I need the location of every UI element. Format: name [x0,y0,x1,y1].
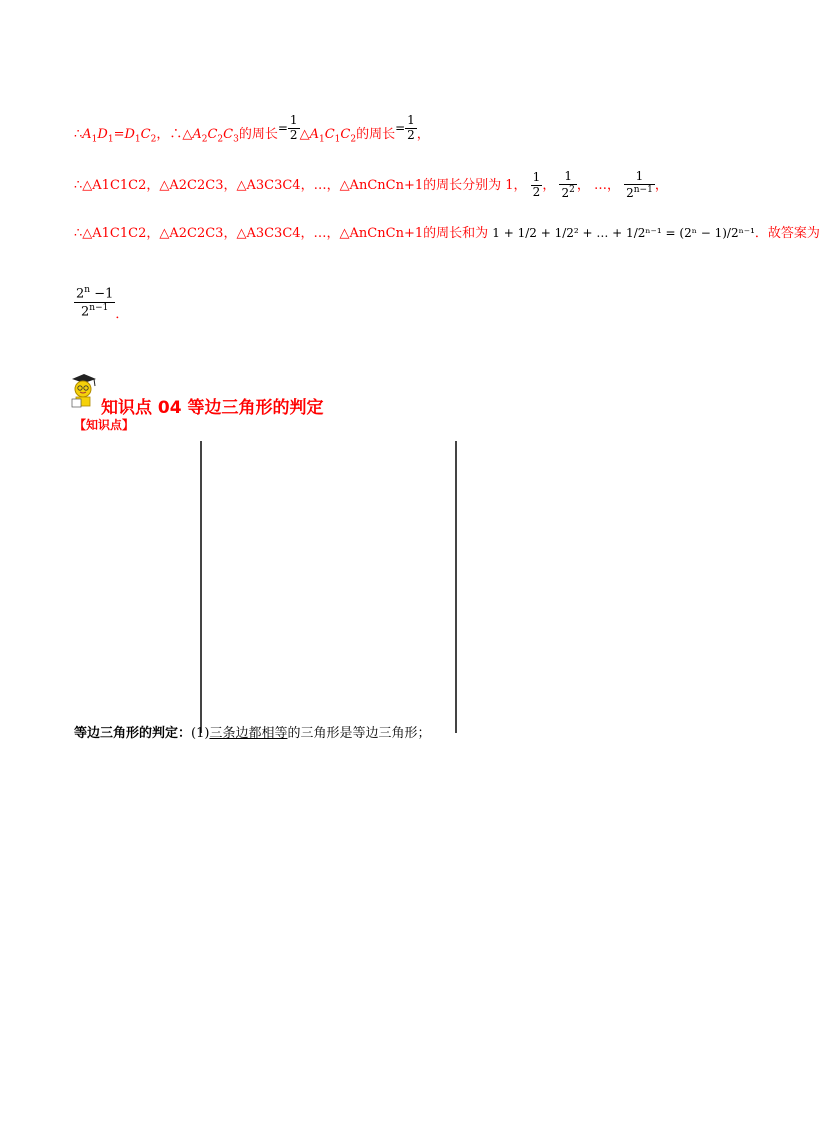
table-right-rule [455,441,457,733]
fraction-1-over-2: $\frac{1}{2}$ [532,170,541,199]
fraction-1-over-2-pow-n-minus-1: $\frac{1}{2^{n-1}}$ [626,169,653,200]
answer-fraction: $\frac{2^n -1}{2^{n-1}}$ [76,285,114,320]
underlined-condition: 三条边都相等 [209,726,288,741]
scholar-icon [68,373,98,409]
knowledge-point-tag: 【知识点】 [74,418,135,432]
fraction-1-over-2-squared: $\frac{1}{2^2}$ [561,169,575,200]
solution-line-1: $\therefore A_1D_1=D_1C_2$，$\therefore\triangle A_2C_2C_3$的周长= $\frac{1}{2}$ $\triangle A_1C_1C_2$的周长= $\frac{1}{2}$ ， [74,113,430,145]
sum-expression: 1 + 1/2 + 1/2² + … + 1/2ⁿ⁻¹ = (2ⁿ − 1)/2ⁿ⁻¹ [492,226,755,240]
section-heading: 知识点 04 等边三角形的判定 [101,398,324,418]
table-left-rule [200,441,202,733]
fraction-half-1: = $\frac{1}{2}$ [277,113,298,142]
rule-label: 等边三角形的判定： [74,726,192,741]
fraction-half-2: = $\frac{1}{2}$ [395,113,415,142]
solution-line-2: ∴△A1C1C2，△A2C2C3，△A3C3C4，…，△AnCnCn+1的周长分别为 1， $\frac{1}{2}$ ， $\frac{1}{2^2}$ ， …， $\frac{1}{2^{n-1}}$ ， [74,169,668,200]
rule-line: 等边三角形的判定：(1)三条边都相等的三角形是等边三角形； [74,726,431,741]
answer-line: $\frac{2^n -1}{2^{n-1}}$ ． [76,285,129,323]
solution-line-3: ∴△A1C1C2，△A2C2C3，△A3C3C4，…，△AnCnCn+1的周长和为 1 + 1/2 + 1/2² + … + 1/2ⁿ⁻¹ = (2ⁿ − 1)/2ⁿ⁻¹．故答案为 [74,226,820,241]
